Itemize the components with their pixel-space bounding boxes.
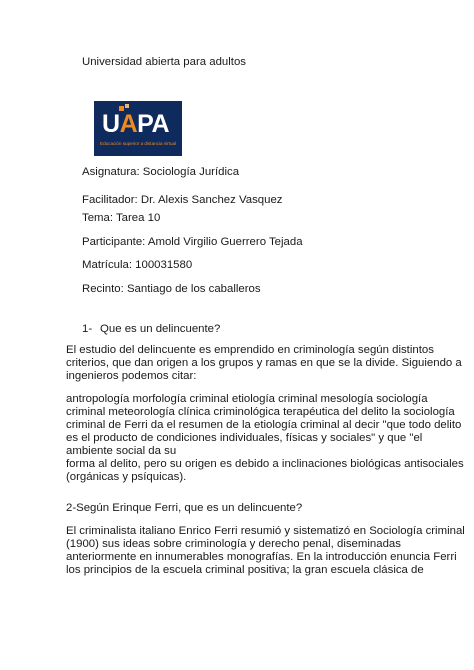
q1-para1-line: ingenieros podemos citar: <box>66 370 197 382</box>
logo-letters: UAPA <box>102 110 169 138</box>
q2-para1-line: anteriormente en innumerables monografías. En la introducción enuncia Ferri <box>66 551 457 563</box>
info-matricula: Matrícula: 100031580 <box>82 259 193 271</box>
university-name: Universidad abierta para adultos <box>82 56 246 68</box>
q1-number: 1- <box>82 323 93 335</box>
q2-para1-line: (1900) sus ideas sobre criminología y derecho penal, diseminadas <box>66 538 401 550</box>
q2-para1-line: El criminalista italiano Enrico Ferri resumió y sistematizó en Sociología criminal <box>66 525 465 537</box>
info-recinto: Recinto: Santiago de los caballeros <box>82 283 261 295</box>
info-asignatura: Asignatura: Sociología Jurídica <box>82 166 240 178</box>
uapa-logo <box>94 101 182 156</box>
info-facilitador: Facilitador: Dr. Alexis Sanchez Vasquez <box>82 194 283 206</box>
q1-para2-line: es el producto de condiciones individuales, físicas y sociales" y que "el <box>66 432 423 444</box>
q1-para2-line: ambiente social da su <box>66 445 177 457</box>
q1-para1-line: El estudio del delincuente es emprendido en criminología según distintos <box>66 344 434 356</box>
q1-para2-line: (orgánicas y psíquicas). <box>66 471 187 483</box>
q1-para1-line: criterios, que dan origen a los grupos y ramas en que se la divide. Siguiendo a <box>66 357 462 369</box>
logo-square-small <box>125 104 129 108</box>
q1-para2-line: forma al delito, pero su origen es debido a inclinaciones biológicas antisociales <box>66 458 464 470</box>
q2-para1-line: los principios de la escuela criminal positiva; la gran escuela clásica de <box>66 564 424 576</box>
q1-para2-line: antropología morfología criminal etiología criminal mesología sociología <box>66 393 428 405</box>
info-participante: Participante: Amold Virgilio Guerrero Tejada <box>82 236 303 248</box>
logo-tagline: Educación superior a distancia virtual <box>100 141 177 146</box>
q1-para2-line: criminal de Ferri da el resumen de la etiología criminal al decir "que todo delito <box>66 419 462 431</box>
q2-title: 2-Según Erinque Ferri, que es un delincuente? <box>66 502 303 514</box>
info-tema: Tema: Tarea 10 <box>82 212 161 224</box>
q1-para2-line: criminal meteorología clínica criminológica terapéutica del delito la sociología <box>66 406 455 418</box>
q1-title: Que es un delincuente? <box>100 323 221 335</box>
